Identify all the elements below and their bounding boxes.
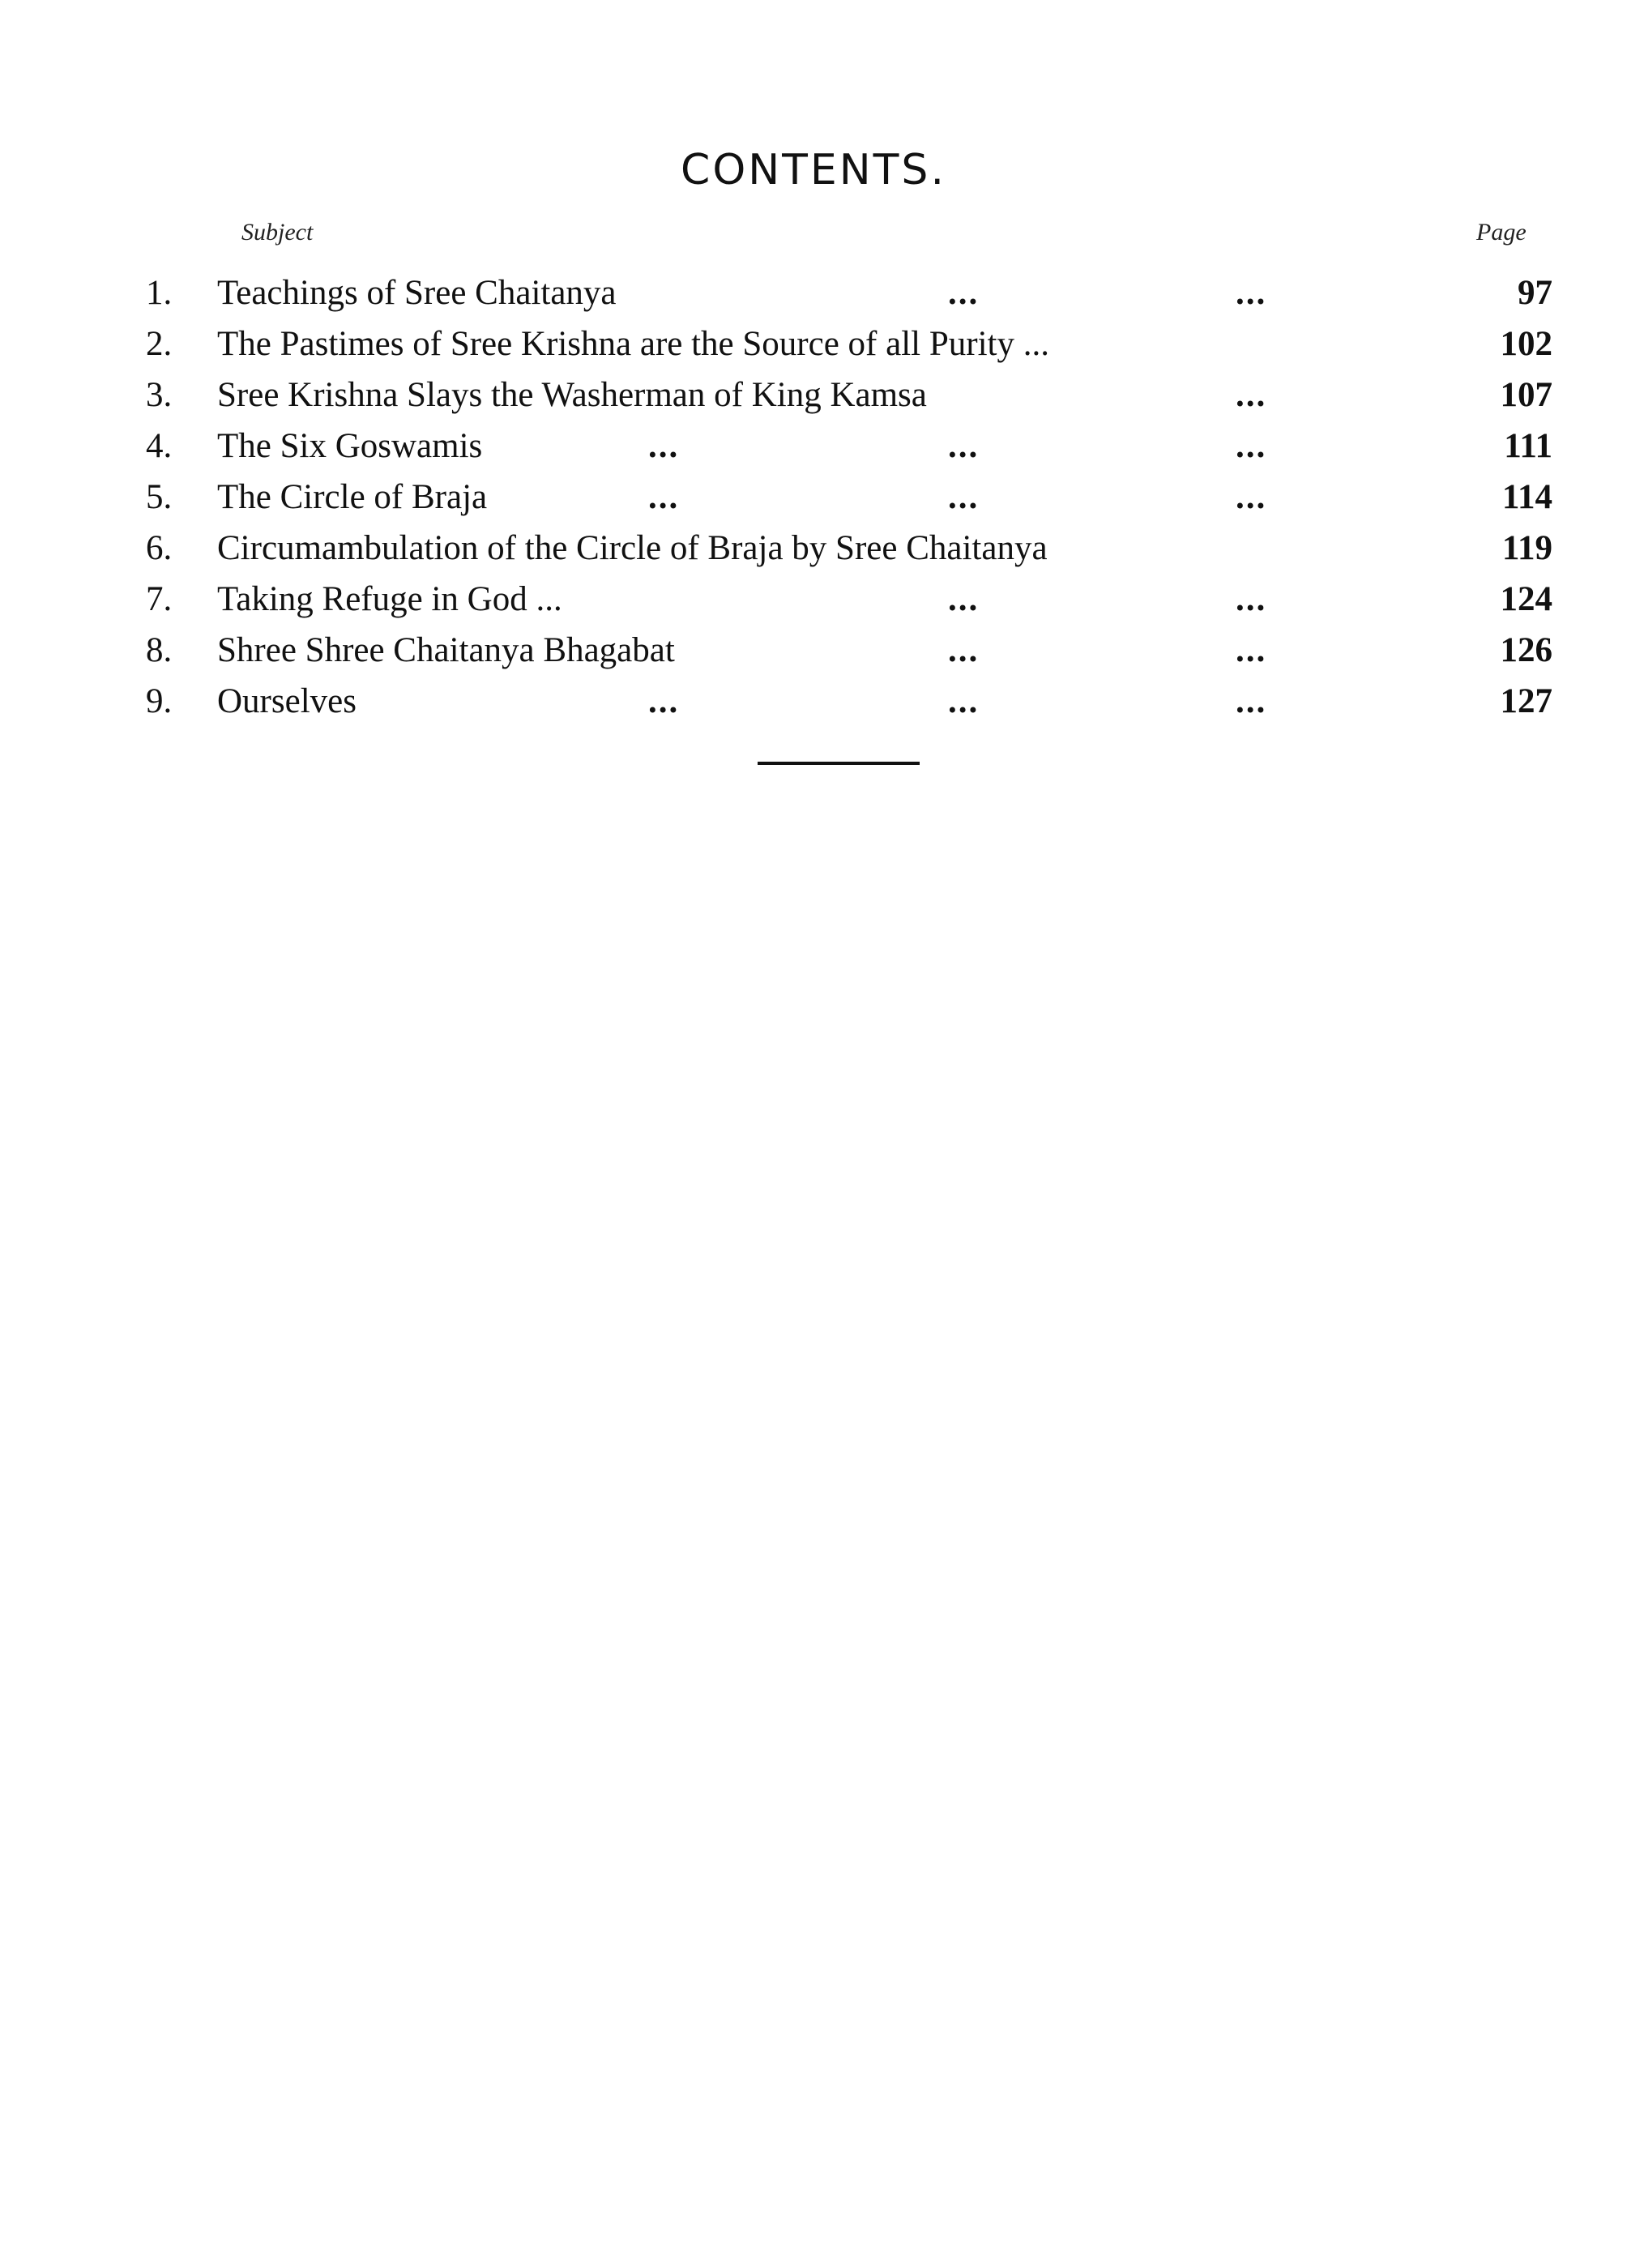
entry-page-number: 102 — [1500, 325, 1552, 363]
toc-entry — [0, 267, 1627, 318]
closing-rule — [758, 762, 920, 765]
entry-page-number: 124 — [1500, 580, 1552, 618]
entry-title: Sree Krishna Slays the Washerman of King Kamsa — [217, 376, 927, 414]
leader-dots: ... — [1236, 478, 1267, 516]
leader-dots: ... — [1236, 580, 1267, 618]
leader-dots: ... — [648, 427, 680, 465]
toc-entry — [0, 523, 1627, 574]
leader-dots: ... — [1236, 427, 1267, 465]
subject-column-header: Subject — [241, 219, 314, 246]
page-column-header: Page — [1476, 219, 1527, 246]
entry-title: Circumambulation of the Circle of Braja by Sree Chaitanya — [217, 529, 1048, 567]
entry-number: 6. — [146, 529, 173, 567]
entry-page-number: 114 — [1501, 478, 1552, 516]
entry-page-number: 97 — [1518, 274, 1552, 312]
leader-dots: ... — [1236, 376, 1267, 414]
entry-title: The Pastimes of Sree Krishna are the Source of all Purity ... — [217, 325, 1049, 363]
entry-page-number: 107 — [1500, 376, 1552, 414]
leader-dots: ... — [1236, 682, 1267, 720]
leader-dots: ... — [948, 478, 980, 516]
leader-dots: ... — [948, 427, 980, 465]
toc-entry — [0, 318, 1627, 369]
entry-number: 2. — [146, 325, 173, 363]
entry-number: 8. — [146, 631, 173, 669]
entry-page-number: 111 — [1504, 427, 1552, 465]
entry-number: 7. — [146, 580, 173, 618]
entry-number: 9. — [146, 682, 173, 720]
toc-entry — [0, 421, 1627, 472]
entry-number: 1. — [146, 274, 173, 312]
entry-title: Teachings of Sree Chaitanya — [217, 274, 617, 312]
leader-dots: ... — [1236, 274, 1267, 312]
toc-entry — [0, 676, 1627, 727]
leader-dots: ... — [948, 274, 980, 312]
leader-dots: ... — [948, 580, 980, 618]
entry-title: Ourselves — [217, 682, 357, 720]
entry-title: Shree Shree Chaitanya Bhagabat — [217, 631, 675, 669]
toc-entry — [0, 625, 1627, 676]
toc-entry — [0, 574, 1627, 625]
entry-title: The Circle of Braja — [217, 478, 488, 516]
entry-page-number: 126 — [1500, 631, 1552, 669]
leader-dots: ... — [648, 682, 680, 720]
leader-dots: ... — [948, 631, 980, 669]
leader-dots: ... — [648, 478, 680, 516]
toc-entry — [0, 369, 1627, 421]
entry-number: 3. — [146, 376, 173, 414]
leader-dots: ... — [1236, 631, 1267, 669]
table-of-contents — [0, 267, 1627, 727]
entry-number: 4. — [146, 427, 173, 465]
entry-page-number: 119 — [1501, 529, 1552, 567]
toc-entry — [0, 472, 1627, 523]
entry-page-number: 127 — [1500, 682, 1552, 720]
page-title: CONTENTS. — [681, 146, 946, 194]
entry-title: The Six Goswamis — [217, 427, 483, 465]
entry-number: 5. — [146, 478, 173, 516]
leader-dots: ... — [948, 682, 980, 720]
entry-title: Taking Refuge in God ... — [217, 580, 562, 618]
